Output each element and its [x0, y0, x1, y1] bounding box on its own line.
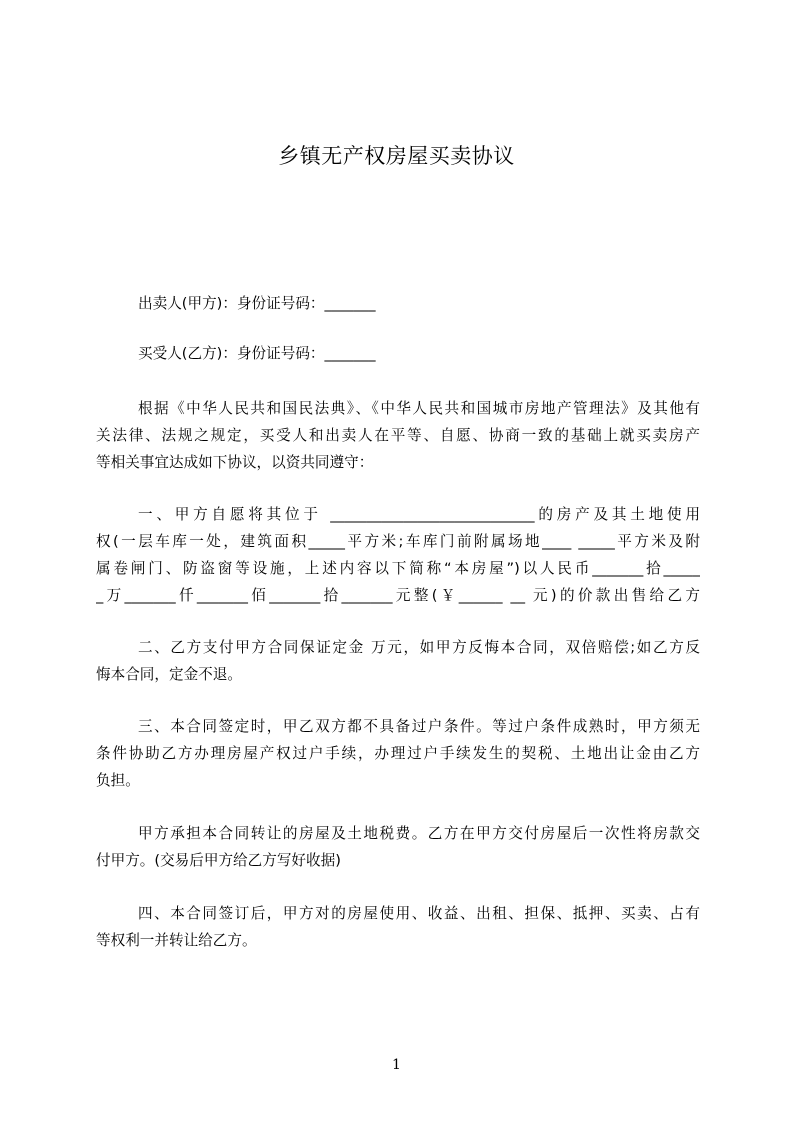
clause-2-line: 二、乙方支付甲方合同保证定金 万元，如甲方反悔本合同，双倍赔偿;如乙方反	[138, 639, 700, 656]
preamble-line: 等相关事宜达成如下协议，以资共同遵守：	[96, 454, 374, 471]
clause-1-line: _万_______仟_______佰_______拾_______元整(￥______ __ 元)的价款出售给乙方	[96, 587, 700, 604]
clause-1-line: 一、甲方自愿将其位于 ____________________________的房产及其土地使用	[138, 506, 700, 523]
tax-clause-line: 付甲方。(交易后甲方给乙方写好收据)	[96, 852, 341, 869]
clause-1-line: 属卷闸门、防盗窗等设施，上述内容以下简称“本房屋”)以人民币_______拾_____	[96, 560, 700, 577]
clause-4-line: 等权利一并转让给乙方。	[96, 932, 257, 949]
page-number: 1	[392, 1057, 401, 1073]
preamble-line: 关法律、法规之规定，买受人和出卖人在平等、自愿、协商一致的基础上就买卖房产	[96, 427, 700, 444]
document-title: 乡镇无产权房屋买卖协议	[278, 144, 515, 168]
buyer-line: 买受人(乙方)：身份证号码：_______	[138, 345, 376, 362]
clause-2-line: 悔本合同，定金不退。	[96, 666, 242, 683]
preamble-line: 根据《中华人民共和国民法典》、《中华人民共和国城市房地产管理法》及其他有	[138, 400, 700, 417]
clause-4-line: 四、本合同签订后，甲方对的房屋使用、收益、出租、担保、抵押、买卖、占有	[138, 905, 700, 922]
clause-1-line: 权(一层车库一处，建筑面积_____平方米;车库门前附属场地____ _____平方米及附	[96, 533, 700, 550]
clause-3-line: 条件协助乙方办理房屋产权过户手续，办理过户手续发生的契税、土地出让金由乙方	[96, 745, 700, 762]
clause-3-line: 三、本合同签定时，甲乙双方都不具备过户条件。等过户条件成熟时，甲方须无	[138, 718, 700, 735]
seller-line: 出卖人(甲方)：身份证号码：_______	[138, 295, 376, 312]
clause-3-line: 负担。	[96, 772, 140, 789]
tax-clause-line: 甲方承担本合同转让的房屋及土地税费。乙方在甲方交付房屋后一次性将房款交	[138, 825, 700, 842]
